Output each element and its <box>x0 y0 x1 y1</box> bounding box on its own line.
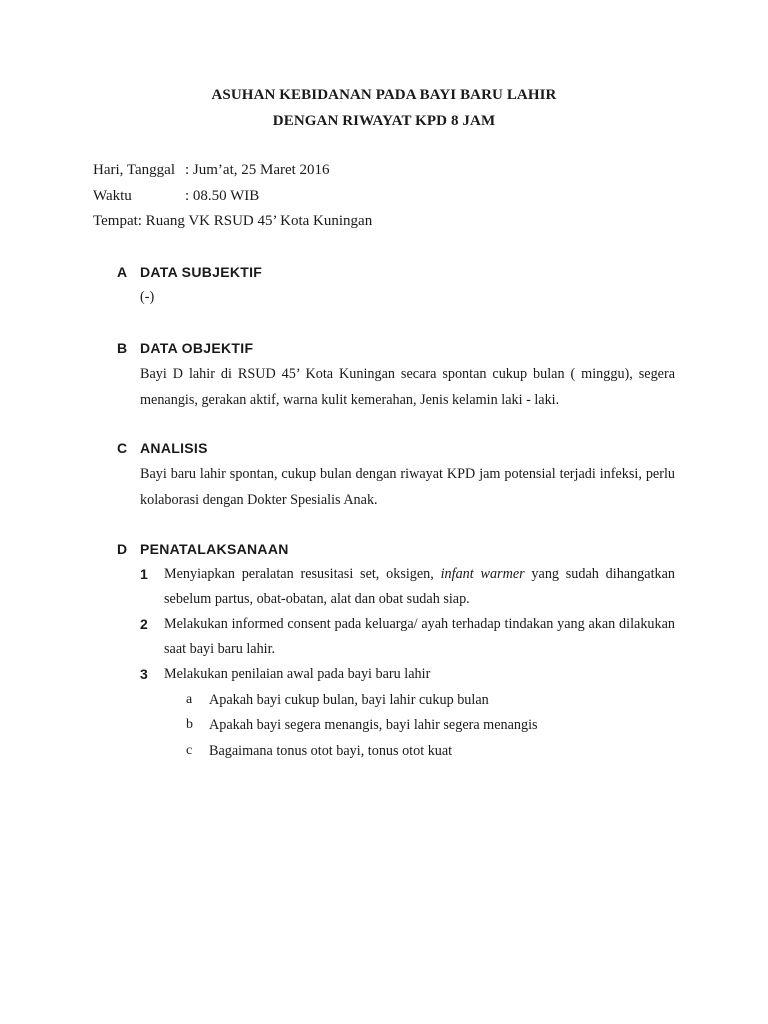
time-line <box>93 188 259 205</box>
sub-item-a-letter: a <box>186 692 193 707</box>
section-b-body: Bayi D lahir di RSUD 45’ Kota Kuningan secara spontan cukup bulan ( minggu), segera menangis, gerakan aktif, warna kulit kemerahan, Jenis kelamin laki - laki. <box>140 366 675 408</box>
step-3-number: 3 <box>140 666 148 682</box>
section-a-title: DATA SUBJEKTIF <box>140 264 263 280</box>
step-3-text: Melakukan penilaian awal pada bayi baru lahir <box>164 666 431 682</box>
section-c-letter: C <box>117 440 128 456</box>
section-a-letter: A <box>117 264 128 280</box>
time-value: : 08.50 WIB <box>185 188 260 204</box>
step-1-text-part: yang sudah dihangatkan sebelum partus, obat-obatan, alat dan obat sudah siap. <box>164 566 675 607</box>
section-c-body: Bayi baru lahir spontan, cukup bulan dengan riwayat KPD jam potensial terjadi infeksi, perlu kolaborasi dengan Dokter Spesialis Anak. <box>140 466 675 508</box>
section-b-title: DATA OBJEKTIF <box>140 340 254 356</box>
date-value: : Jum’at, 25 Maret 2016 <box>185 162 330 178</box>
place-line: Tempat: Ruang VK RSUD 45’ Kota Kuningan <box>93 213 373 229</box>
step-1-number: 1 <box>140 566 148 582</box>
step-2-text: Melakukan informed consent pada keluarga/ ayah terhadap tindakan yang akan dilakukan saat bayi baru lahir. <box>164 616 675 657</box>
time-label: Waktu <box>93 188 132 204</box>
step-1-text-part: Menyiapkan peralatan resusitasi set, oksigen, <box>164 566 441 582</box>
document-title: ASUHAN KEBIDANAN PADA BAYI BARU LAHIR <box>211 87 557 103</box>
section-d-title: PENATALAKSANAAN <box>140 541 289 557</box>
sub-item-a-text: Apakah bayi cukup bulan, bayi lahir cukup bulan <box>209 692 489 708</box>
step-2-number: 2 <box>140 616 148 632</box>
date-label: Hari, Tanggal <box>93 162 175 178</box>
step-1-italic-term: infant warmer <box>440 566 525 582</box>
date-line <box>93 162 330 179</box>
sub-item-b-letter: b <box>186 717 193 732</box>
section-c-title: ANALISIS <box>140 440 208 456</box>
section-a-body: (-) <box>140 289 155 305</box>
sub-item-b-text: Apakah bayi segera menangis, bayi lahir segera menangis <box>209 717 538 733</box>
section-d-letter: D <box>117 541 128 557</box>
sub-item-c-text: Bagaimana tonus otot bayi, tonus otot kuat <box>209 743 453 759</box>
document-subtitle: DENGAN RIWAYAT KPD 8 JAM <box>272 113 496 129</box>
section-b-letter: B <box>117 340 128 356</box>
sub-item-c-letter: c <box>186 743 193 758</box>
step-1-text <box>164 562 675 612</box>
